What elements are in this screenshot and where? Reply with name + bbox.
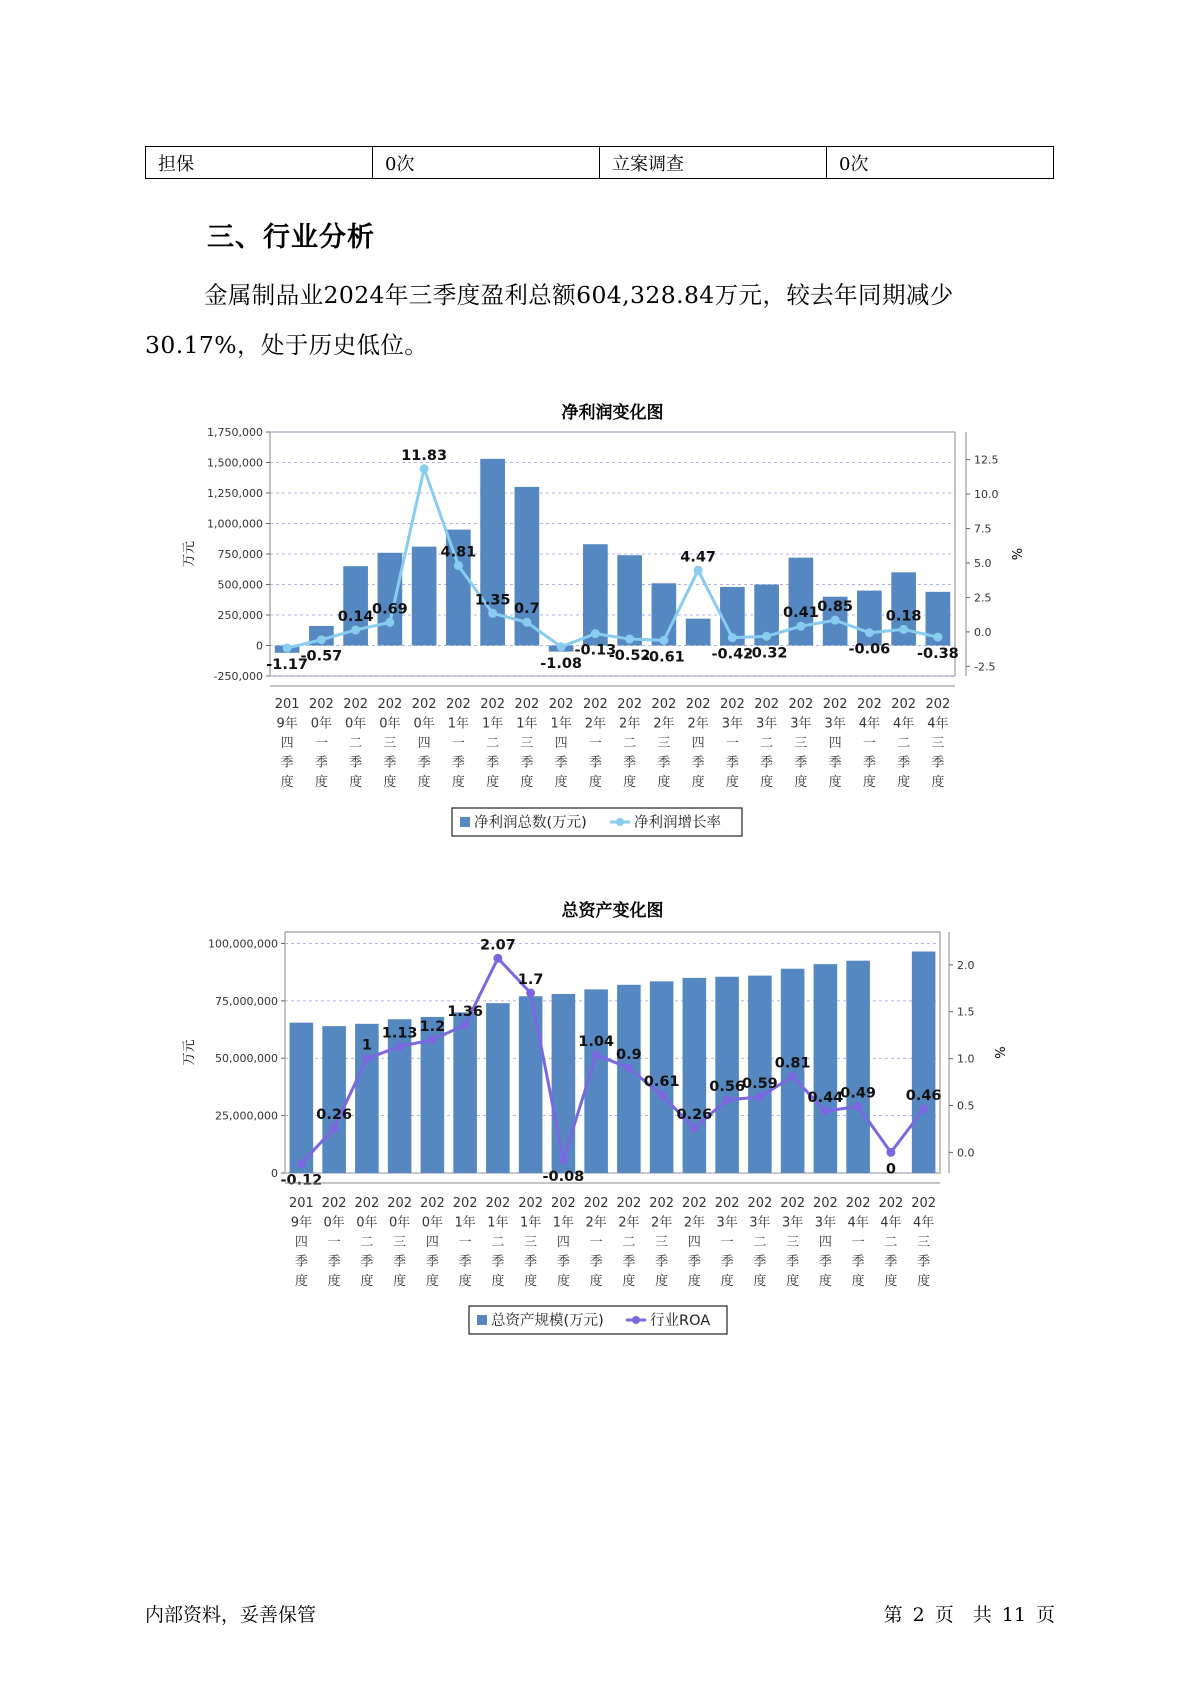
legend-swatch-dot [632,1316,640,1324]
x-tick-label: 202 3年二季度 [754,697,780,790]
x-tick-label: 202 0年四季度 [411,697,437,790]
x-tick-label: 202 1年一季度 [445,697,471,790]
y-tick-label: 1,000,000 [207,517,263,531]
data-point [854,1102,863,1111]
bar [857,591,882,646]
data-label: -0.32 [745,645,788,662]
x-tick-label: 202 1年一季度 [452,1196,478,1289]
data-point [362,1054,371,1063]
y2-tick-label: -2.5 [974,660,996,674]
bar [715,977,739,1173]
x-tick-label: 202 3年二季度 [747,1196,773,1289]
y-axis-label: 万元 [182,1039,197,1066]
data-point [395,1042,404,1051]
y-tick-label: 500,000 [217,578,263,592]
chart-title: 净利润变化图 [561,403,664,423]
y-tick-label: 1,250,000 [207,487,263,500]
legend-label: 行业ROA [650,1313,711,1329]
data-point [624,1063,633,1072]
data-point [690,1123,699,1132]
x-tick-label: 202 2年四季度 [685,697,711,790]
x-tick-label: 202 0年二季度 [343,697,369,790]
legend-swatch-bar [460,817,470,827]
data-label: -0.13 [574,642,617,659]
bar [617,985,641,1173]
table-cell-label: 立案调查 [600,147,827,179]
table-row [146,147,1054,179]
data-point [659,636,668,645]
data-point [385,618,394,627]
bar [322,1026,346,1173]
bar [519,996,543,1173]
x-tick-label: 202 1年四季度 [550,1196,576,1289]
bar [552,994,576,1173]
total-assets-chart [0,892,1191,1352]
data-point [592,1050,601,1059]
y-tick-label: 100,000,000 [208,937,278,951]
x-tick-label: 202 3年三季度 [780,1196,806,1289]
data-label: -1.17 [266,657,309,674]
y2-tick-label: 12.5 [974,453,999,467]
data-label: -0.08 [542,1168,585,1185]
x-tick-label: 202 2年四季度 [681,1196,707,1289]
y2-tick-label: 2.5 [974,591,992,605]
data-point [428,1035,437,1044]
table-cell-value: 0次 [373,147,600,179]
y2-tick-label: 1.0 [957,1052,975,1066]
y-tick-label: -250,000 [213,670,263,683]
data-label: 0.44 [807,1090,844,1107]
x-tick-label: 202 2年二季度 [616,1196,642,1289]
x-tick-label: 202 1年四季度 [548,697,574,790]
data-point [420,464,429,473]
data-point [283,644,292,653]
x-tick-label: 202 4年三季度 [911,1196,937,1289]
x-tick-label: 202 0年三季度 [387,1196,413,1289]
legend-swatch-bar [477,1315,487,1325]
legend-label: 净利润增长率 [634,815,721,831]
data-label: 0.61 [643,1074,680,1091]
y-tick-label: 75,000,000 [215,994,278,1008]
legend-swatch-dot [616,818,624,826]
chart-legend [469,1306,727,1334]
data-point [461,1020,470,1029]
data-label: 0.85 [817,599,854,616]
data-point [788,1072,797,1081]
data-label: 0.9 [616,1046,642,1063]
table-cell-label: 担保 [146,147,373,179]
y2-tick-label: 5.0 [974,556,992,570]
bar [789,558,814,646]
x-tick-label: 202 4年一季度 [845,1196,871,1289]
y-tick-label: 1,750,000 [207,426,263,439]
data-label: 1.04 [578,1033,615,1050]
x-tick-label: 202 3年一季度 [719,697,745,790]
y-tick-label: 25,000,000 [215,1109,278,1123]
x-tick-label: 202 2年一季度 [583,1196,609,1289]
x-tick-label: 202 1年三季度 [514,697,540,790]
data-label: 0.59 [741,1076,778,1093]
data-label: -0.57 [300,648,343,665]
x-tick-label: 202 3年三季度 [788,697,814,790]
x-tick-label: 202 3年四季度 [822,697,848,790]
data-point [762,632,771,641]
data-label: 0.46 [905,1088,942,1105]
bar [748,976,772,1173]
data-label: 4.47 [680,549,717,566]
data-point [933,633,942,642]
x-tick-label: 202 0年二季度 [354,1196,380,1289]
y-axis-label: 万元 [182,540,197,568]
bar [617,555,642,645]
data-label: 0.18 [885,608,922,625]
data-label: 0.14 [337,608,374,625]
bar [683,978,707,1173]
data-label: -0.12 [280,1172,323,1189]
data-point [919,1105,928,1114]
data-point [522,618,531,627]
x-tick-label: 202 2年三季度 [651,697,677,790]
y2-tick-label: 1.5 [957,1005,975,1019]
data-label: 4.81 [440,544,477,561]
data-point [557,642,566,651]
data-label: -1.08 [540,655,583,672]
x-tick-label: 202 0年一季度 [321,1196,347,1289]
data-point [755,1093,764,1102]
y2-tick-label: 0.0 [957,1146,975,1160]
bar [412,547,437,646]
data-point [723,1095,732,1104]
data-point [821,1107,830,1116]
net-profit-chart [0,390,1191,850]
data-point [625,635,634,644]
data-label: 0.69 [371,601,408,618]
data-point [886,1148,895,1157]
legend-label: 总资产规模(万元) [491,1313,604,1329]
chart-title: 总资产变化图 [561,901,664,921]
data-point [317,635,326,644]
data-label: 1.35 [474,592,511,609]
y2-axis-label: % [1008,547,1023,561]
data-label: 1 [361,1037,372,1054]
x-tick-label: 202 0年三季度 [377,697,403,790]
analysis-paragraph: 金属制品业2024年三季度盈利总额604,328.84万元，较去年同期减少30.17%，处于历史低位。 [145,281,954,359]
data-label: 0 [885,1161,896,1178]
data-point [591,629,600,638]
footer-page-number: 第 2 页 共 11 页 [883,1604,1055,1626]
x-tick-label: 202 1年二季度 [480,697,506,790]
data-label: -0.06 [848,641,891,658]
data-point [526,988,535,997]
data-point [493,954,502,963]
data-label: 0.49 [840,1085,877,1102]
data-label: 1.13 [381,1025,418,1042]
data-label: 1.36 [447,1003,484,1020]
x-tick-label: 202 2年一季度 [582,697,608,790]
data-point [899,625,908,634]
data-label: -0.38 [916,646,959,663]
bar [378,553,403,646]
legend-label: 净利润总数(万元) [474,815,587,831]
data-label: 1.7 [517,971,544,988]
section-title: 三、行业分析 [207,222,375,253]
data-point [330,1123,339,1132]
y-tick-label: 0 [271,1167,278,1180]
data-label: -0.42 [711,646,754,663]
x-tick-label: 202 1年二季度 [485,1196,511,1289]
data-label: 0.7 [514,601,540,618]
bar [453,1012,477,1173]
y-tick-label: 0 [256,639,263,653]
data-point [694,566,703,575]
y2-tick-label: 0.0 [974,625,992,639]
y-tick-label: 750,000 [217,548,263,561]
x-tick-label: 202 4年三季度 [925,697,951,790]
data-label: 1.2 [419,1018,446,1035]
data-point [657,1091,666,1100]
data-point [351,625,360,634]
x-tick-label: 202 1年三季度 [518,1196,544,1289]
y-tick-label: 250,000 [217,609,263,622]
x-tick-label: 202 0年四季度 [419,1196,445,1289]
data-label: 2.07 [479,937,516,954]
x-tick-label: 202 4年二季度 [891,697,917,790]
y-tick-label: 1,500,000 [207,456,263,470]
data-label: 0.81 [774,1055,811,1072]
y2-tick-label: 2.0 [957,958,975,972]
data-point [831,616,840,625]
data-point [454,561,463,570]
x-tick-label: 202 0年一季度 [308,697,334,790]
x-tick-label: 202 2年二季度 [617,697,643,790]
bar [290,1023,314,1173]
y2-axis-label: % [991,1046,1006,1059]
data-label: -0.61 [642,649,685,666]
footer-confidential-note: 内部资料，妥善保管 [145,1604,317,1626]
x-tick-label: 202 3年四季度 [812,1196,838,1289]
data-label: 0.26 [316,1106,353,1123]
bar [846,961,870,1173]
data-label: 0.26 [676,1106,713,1123]
y2-tick-label: 0.5 [957,1099,975,1113]
data-point [865,628,874,637]
x-tick-label: 202 4年二季度 [878,1196,904,1289]
data-point [728,633,737,642]
y-tick-label: 50,000,000 [215,1052,278,1066]
x-tick-label: 201 9年四季度 [288,1196,314,1289]
x-tick-label: 202 3年一季度 [714,1196,740,1289]
data-point [559,1155,568,1164]
data-label: 0.56 [709,1078,746,1095]
x-tick-label: 201 9年四季度 [274,697,300,790]
x-tick-label: 202 4年一季度 [856,697,882,790]
bar [912,952,936,1173]
data-point [297,1159,306,1168]
table-cell-value: 0次 [827,147,1054,179]
data-label: -0.52 [608,648,651,665]
x-tick-label: 202 2年三季度 [649,1196,675,1289]
y2-tick-label: 7.5 [974,522,992,536]
data-point [796,622,805,631]
y2-tick-label: 10.0 [974,488,999,502]
info-table [145,146,1054,179]
chart-legend [452,808,742,836]
data-label: 11.83 [401,447,448,464]
data-point [488,609,497,618]
bar [486,1003,510,1173]
bar [686,619,711,646]
data-label: 0.41 [782,605,819,622]
bar [814,964,838,1173]
